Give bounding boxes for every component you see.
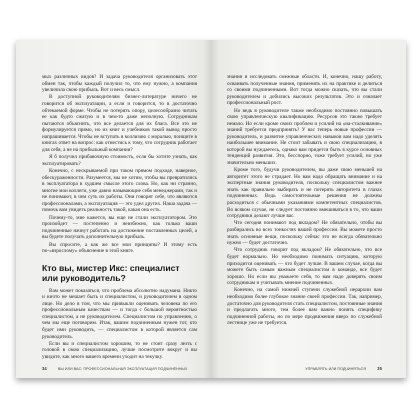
page-number: 35 — [377, 366, 382, 371]
paragraph: Вы спросите, а как же все мои принципы? И этому есть по-«взрослому» объяснение в этой книге. — [42, 241, 197, 255]
section-heading: Кто вы, мистер Икс: специалист или руководитель? — [42, 262, 180, 283]
paragraph: знания и исследовать смежные области. И, конечно, нашу работу, осваивать полученные знания, применять их на практике и делиться со своими подчиненными. Вот тогда можно сказать, что вы стали руководителем и добились высоких результатов. Это и означает профессиональный рост. — [227, 74, 382, 107]
paragraph: Конечно, на самой нижней ступени служебной иерархии вам необходимо более глубокое знание своей профессии. Так, например, достаточно для руководителя стать специалистом, постоянные знания и предлагать много, тем более вам важно понять специфику подчиненной работы, но по мере продвижения вверх по служебной лестнице уже не требуется. — [227, 287, 382, 327]
running-title: УПРАВЛЯТЬ ИЛИ ПОДЧИНЯТЬСЯ — [305, 367, 367, 371]
right-body — [227, 74, 382, 327]
paragraph: Что сотрудник говорит под вкладом? Не обязательно, что все будет нормально. Но необходимо понимать ситуацию, которую приходится оценивать — что будет лучше. В вашем случае, когда вы можете быть самым важным специалистом в команде, все будет хорошо. Но если вы уважаете себя, то вам надо доверять своим сотрудникам и учитывать мнение подчиненных. — [227, 247, 382, 287]
left-footer — [42, 366, 197, 371]
paragraph: Кроме того, будучи руководителем, вы даже свою меньшей на авторитет этого не страдает. Но вам надо обращать внимание и на экспертные знания руководителя, поскольку специалистом важнее знать как правильно выбирать и не потерять авторитета в глазах подчиненных. Ведь самостоятельные решения не должны расходиться с обычными указаниями компетентных специалистов. Во всяком случае, не следует постоянно вмешиваться в то, что ваши сотрудники делают лучше вас. — [227, 167, 382, 220]
paragraph: Но ведь в руководителе также необходимо постоянно повышать свою управленческую квалификацию. Ресурсов это также требует немало. Но если кроме своих проблем и усилий на «на-сталкивание» знаний требуется предпринять? У вас теперь новые профессии — руководитель, и развитие управленческих навыков вам надо уделять наибольшее внимание. Не стоит забывать и свою специализацию, в которой вы нуждаетесь, однако вам придется быть в курсе основных тенденций развития. Это, бесспорно, тоже требует усилий, но уже значительно меньших. — [227, 107, 382, 166]
paragraph: Почему-то, мне кажется, вы еще не стали эксплуататором. Это произойдет — постепенно и неизбежно, как только ваши подчиненные начнут работать на достижение поставленных целей, а вы будете получать дополнительную прибыль. — [42, 214, 197, 241]
paragraph: Я б получил прибавочную стоимость, если бы хотите узнать, как эксплуатировать? — [42, 154, 197, 167]
running-title: ВЫ ИЛИ ВАС: ПРОФЕССИОНАЛЬНАЯ ЭКСПЛУАТАЦИЯ ПОДЧИНЕННЫХ — [57, 367, 188, 371]
left-page — [16, 40, 211, 378]
paragraph: Вам может показаться, что проблема абсолютно надумана. Никто и ничто не мешает быть и специалистом, и руководителем в одном лице. Но дело в том, что мы привыкли оценивать человека по его профессиональным качествам — и тогда с большой вероятностью специалистом, а не руководителем. Специалистом по управлению, о чем мы еще поговорим. Итак, вашим подчиненным нужен тот, кто будет ими руководить, — специалистом в которой является сам руководитель. — [42, 287, 197, 340]
paragraph: мых различных видов? И задача руководителя организовать этот обмен так, чтобы каждый получил то, что ему нужно, а компания увеличила свою прибыль. Вот и весь смысл. — [42, 74, 197, 94]
open-book — [16, 40, 406, 378]
left-body-bottom — [42, 288, 197, 361]
paragraph: Что сегодня понимают под вкладом? Не обязательно, чтобы вы разбирались во всех тонкостях вашей профессии. Вы можете просто знать основные вещи, поскольку сейчас это не всегда обязательно нужно — будет достаточно. — [227, 220, 382, 247]
paragraph: Если вы и специалистом хорошим, то не стоит сразу лезть с головой в свою специализацию, лучше посмотрите вокруг и вы увидите, как много вашего времени уходит на текучку. — [42, 340, 197, 361]
right-page — [211, 40, 406, 378]
page-number: 34 — [42, 366, 47, 371]
left-body-top — [42, 74, 197, 255]
paragraph: В доступной руководителям бизнес-литературе ничего не говорится об эксплуатации, а если и говорится, то в достаточно обтекаемой форме. Чтобы не потерять опору, целесообразно читать ее как будто сжатую и в чем-то даже неполную. Сотрудникам пытаются объяснить, что все делается для их блага. Все это не формулируется прямо, но из книг и учебников такой вывод просто напрашивается. Чтобы не вступать в коллизию с моралью, поищите в книгах ответ на вопрос: как отнестись к тому, что сотрудник работает для себя, а не на прибыльный компании? — [42, 94, 197, 153]
paragraph: Конечно, с нескрываемой при таком прямом подходе, наверное, обескураженности. Разумеется, мы не хотим, чтобы вы превратились в эксплуататора в худшем смысле этого слова. Но, как ни странно, многие мои коллеги, уже давно называющие себя менеджерами, так и не понимают, в чем суть их работы. Они говорят себе, что являются профессионалами, а эксплуатация — это удел других. Наша задача — помочь вам увидеть реальность такой, какая она есть. — [42, 168, 197, 214]
right-footer — [227, 366, 382, 371]
